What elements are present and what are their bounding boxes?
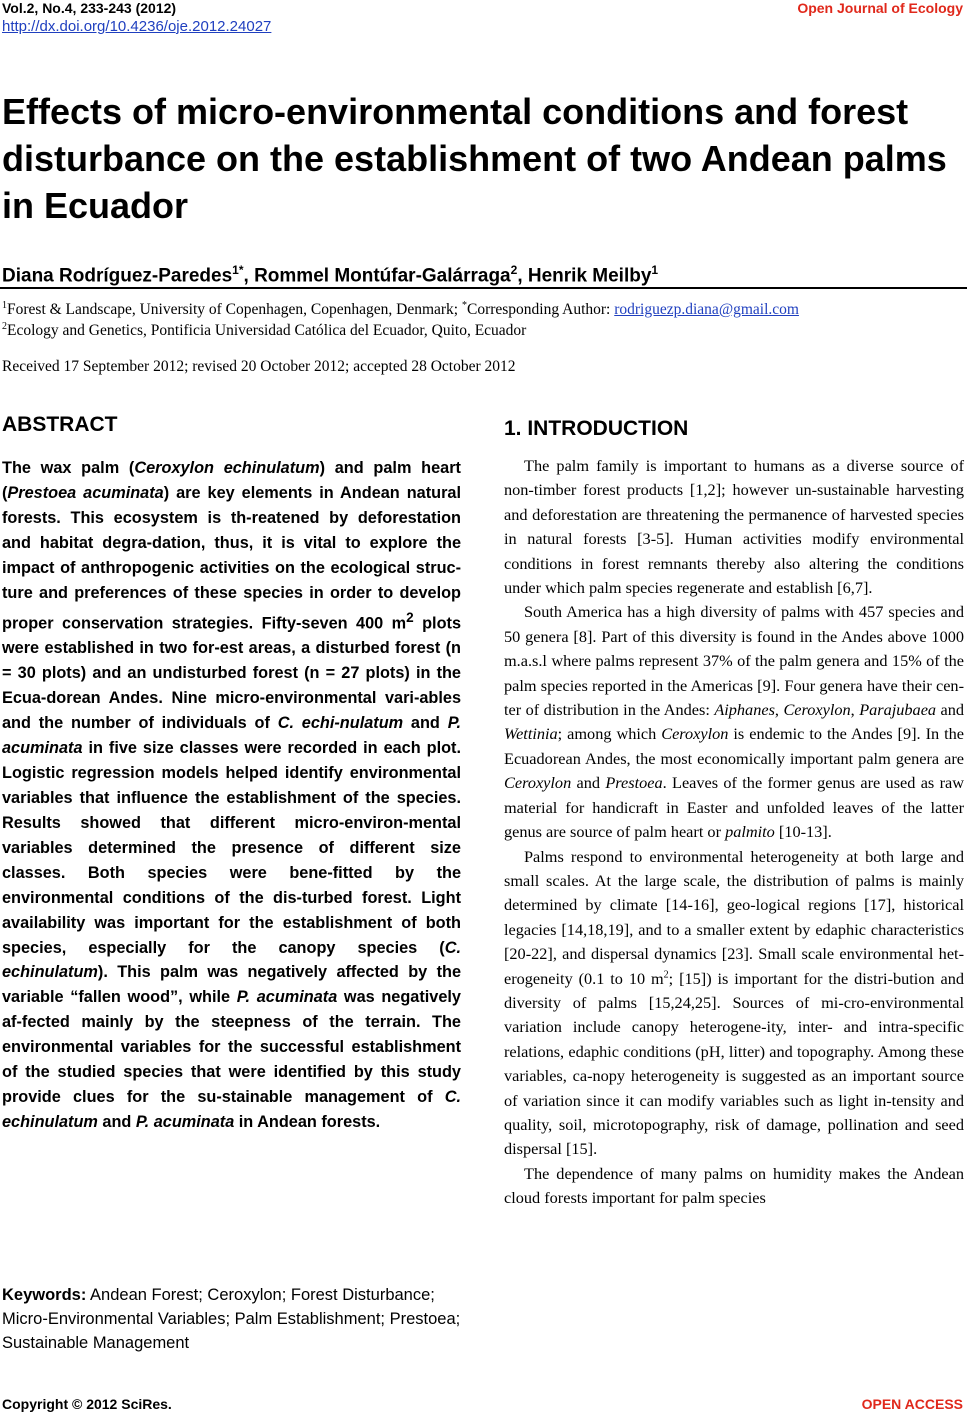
title-divider bbox=[0, 287, 967, 289]
abstract-body: The wax palm (Ceroxylon echinulatum) and palm heart (Prestoea acuminata) are key elements in Andean natural forests. This ecosystem is th-reatened by deforestation and habitat degra-dation, thus, it is vital to explore the impact of anthropogenic activities on the ecological struc-ture and preferences of these species in order to develop proper conservation strategies. Fifty-seven 400 $m^2$ plots were established in two for-est areas, a disturbed forest (n = 30 plots) and an undisturbed forest (n = 27 plots) in the Ecua-dorean Andes. Nine micro-environmental vari-ables and the number of individuals of C. echi-nulatum and P. acuminata in five size classes were recorded in each plot. Logistic regression models helped identify environmental variables that influence the establishment of the species. Results showed that different micro-environ-mental variables determined the presence of different size classes. Both species were bene-fitted by the environmental conditions of the dis-turbed forest. Light availability was important for the establishment of both species, especially for the canopy species (C. echinulatum). This palm was negatively affected by the variable “fallen wood”, while P. acuminata was negatively af-fected mainly by the steepness of the terrain. The environmental variables for the successful establishment of the studied species that were identified by this study provide clues for the su-stainable management of C. echinulatum and P. acuminata in Andean forests. bbox=[2, 459, 462, 1132]
author-list bbox=[2, 258, 658, 288]
corresponding-email-link[interactable]: rodriguezp.diana@gmail.com bbox=[614, 301, 799, 319]
copyright-notice: Copyright © 2012 SciRes. bbox=[2, 1396, 172, 1412]
abstract-heading: ABSTRACT bbox=[2, 413, 118, 436]
doi-link[interactable]: http://dx.doi.org/10.4236/oje.2012.24027 bbox=[2, 18, 272, 35]
introduction-paragraph: The dependence of many palms on humidity makes the Andean cloud forests important for palm species bbox=[504, 1163, 964, 1208]
open-access-label: OPEN ACCESS bbox=[861, 1396, 963, 1412]
affiliation-mark: 2 bbox=[2, 321, 7, 332]
introduction-body bbox=[504, 454, 964, 1211]
introduction-paragraph: The palm family is important to humans as a diverse source of non-timber forest products [1,2]; however un-sustainable harvesting and deforestation are threatening the permanence of harvested species in natural forests [3-5]. Human activities modify environmental conditions in forest remnants thereby also altering the conditions under which palm species regenerate and establish [6,7]. bbox=[504, 456, 964, 598]
author-name: Rommel Montúfar-Galárraga bbox=[254, 265, 511, 287]
introduction-paragraph: Palms respond to environmental heterogeneity at both large and small scales. At the large scale, the distribution of palms is mainly determined by climate [14-16], geo-logical regions [17], historical legacies [14,18,19], and to a smaller extent by edaphic characteristics [20-22], and dispersal dynamics [23]. Small scale environmental het-erogeneity (0.1 to 10 $m^2$; [15]) is important for the distri-bution and diversity of palms [15,24,25]. Sources of mi-cro-environmental variation include canopy heterogene-ity, inter- and intra-specific relations, edaphic conditions (pH, litter) and topography. Among these variables, ca-nopy heterogeneity is suggested as an important source of variation since it can modify variables such as light in-tensity and quality, soil, microtopography, risk of damage, pollination and seed dispersal [15]. bbox=[504, 846, 965, 1159]
keywords-label: Keywords: bbox=[2, 1286, 87, 1304]
author-affiliation-mark: 2 bbox=[510, 263, 518, 277]
affiliation-2 bbox=[2, 317, 526, 341]
author-separator: , bbox=[243, 265, 255, 287]
affiliation-text: Forest & Landscape, University of Copenhagen, Copenhagen, Denmark; bbox=[7, 301, 462, 319]
author-affiliation-mark: 1 bbox=[651, 263, 659, 277]
affiliation-text: Ecology and Genetics, Pontificia Universidad Católica del Ecuador, Quito, Ecuador bbox=[7, 322, 527, 340]
introduction-paragraph: South America has a high diversity of palms with 457 species and 50 genera [8]. Part of this diversity is found in the Andes above 1000 m.a.s.l where palms represent 37% of the palm genera and 15% of the palm species reported in the Americas [9]. Four genera have their cen-ter of distribution in the Andes: Aiphanes, Ceroxylon, Parajubaea and Wettinia; among which Ceroxylon is endemic to the Andes [9]. In the Ecuadorean Andes, the most economically important palm genera are Ceroxylon and Prestoea. Leaves of the former genus are used as raw material for handicraft in Easter and unfolded leaves of the latter genus are source of palm heart or palmito [10-13]. bbox=[504, 602, 965, 842]
introduction-heading: 1. INTRODUCTION bbox=[504, 417, 689, 440]
corresponding-mark: * bbox=[461, 300, 467, 311]
corresponding-label: Corresponding Author: bbox=[466, 301, 615, 319]
author-affiliation-mark: 1* bbox=[232, 263, 244, 277]
keywords-text: Andean Forest; Ceroxylon; Forest Disturbance; Micro-Environmental Variables; Palm Establishment; Prestoea; Sustainable Management bbox=[2, 1286, 461, 1352]
author-separator: , bbox=[517, 265, 528, 287]
received-dates: Received 17 September 2012; revised 20 October 2012; accepted 28 October 2012 bbox=[2, 358, 516, 375]
keywords bbox=[2, 1283, 461, 1355]
author-name: Diana Rodríguez-Paredes bbox=[2, 265, 233, 287]
journal-citation: Vol.2, No.4, 233-243 (2012) bbox=[2, 0, 177, 16]
affiliation-mark: 1 bbox=[2, 300, 7, 311]
article-title: Effects of micro-environmental conditions and forest disturbance on the establishment of two Andean palms in Ecuador bbox=[2, 91, 947, 226]
author-name: Henrik Meilby bbox=[527, 265, 652, 287]
journal-name: Open Journal of Ecology bbox=[797, 0, 963, 16]
